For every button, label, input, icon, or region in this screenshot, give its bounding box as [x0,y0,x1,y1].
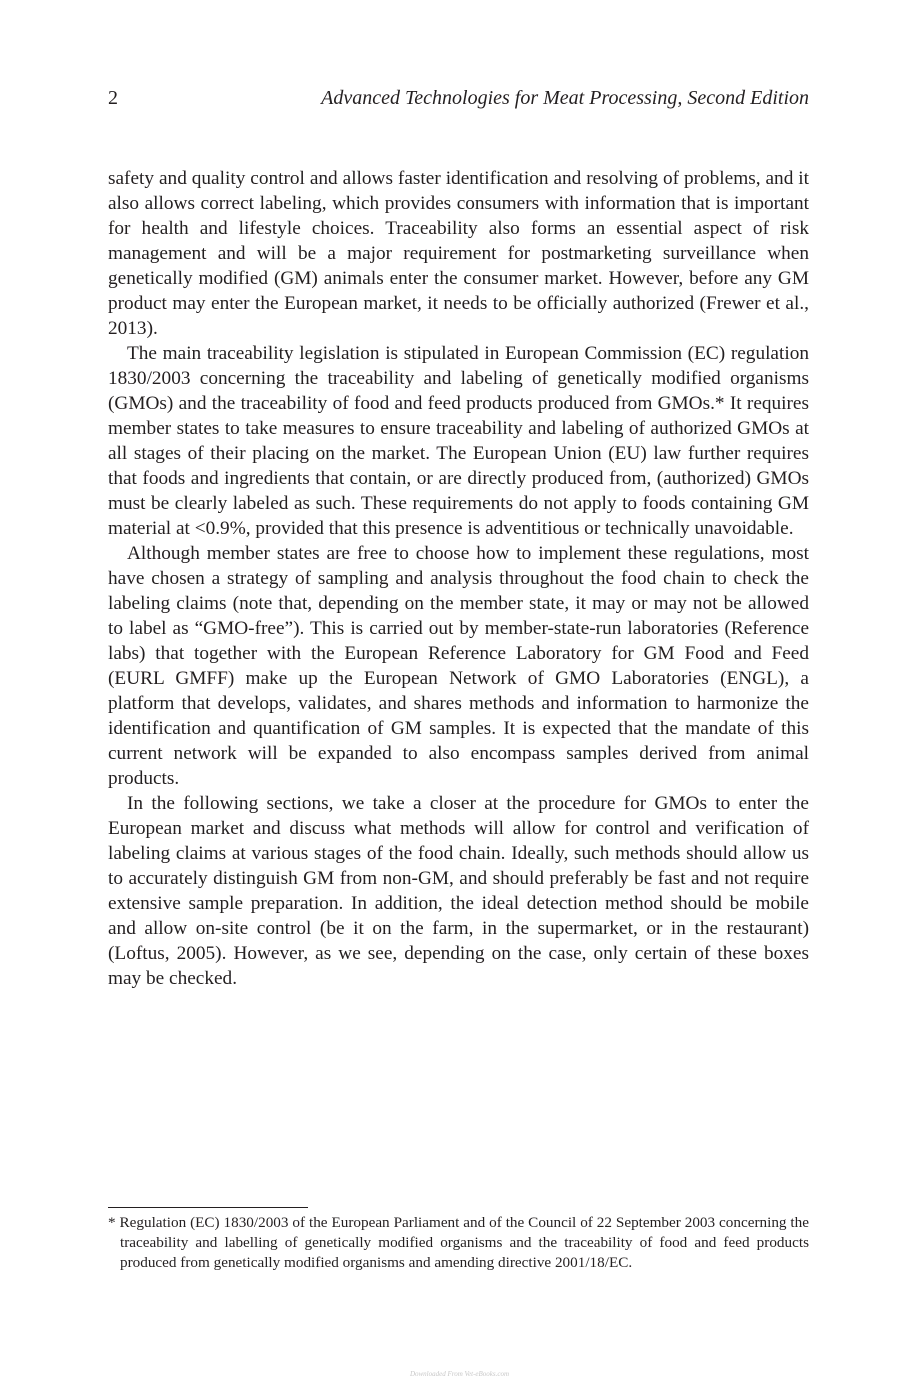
paragraph-4: In the following sections, we take a closer at the procedure for GMOs to enter the European market and discuss what methods will allow for control and verification of labeling claims at various stages of the food chain. Ideally, such methods should allow us to accurately distinguish GM from non-GM, and should preferably be fast and not require extensive sample preparation. In addition, the ideal detection method should be mobile and allow on-site control (be it on the farm, in the supermarket, or in the restaurant) (Loftus, 2005). However, as we see, depending on the case, only certain of these boxes may be checked. [108,793,809,989]
running-head-title: Advanced Technologies for Meat Processing, Second Edition [321,87,809,109]
watermark: Downloaded From Vet-eBooks.com [409,1370,510,1378]
footnote-text: * Regulation (EC) 1830/2003 of the European Parliament and of the Council of 22 September 2003 concerning the traceability and labelling of genetically modified organisms and the traceability of food and feed products produced from genetically modified organisms and amending directive 2001/18/EC. [108,1214,809,1271]
footnote [108,1213,809,1273]
paragraph-3: Although member states are free to choose how to implement these regulations, most have chosen a strategy of sampling and analysis throughout the food chain to check the labeling claims (note that, depending on the member state, it may or may not be allowed to label as “GMO-free”). This is carried out by member-state-run laboratories (Reference labs) that together with the European Reference Laboratory for GM Food and Feed (EURL GMFF) make up the European Network of GMO Laboratories (ENGL), a platform that develops, validates, and shares methods and information to harmonize the identification and quantification of GM samples. It is expected that the mandate of this current network will be expanded to also encompass samples derived from animal products. [108,543,809,789]
footnote-divider [108,1207,308,1208]
page-number: 2 [108,87,118,109]
body-text [108,166,809,991]
running-head [108,84,809,112]
paragraph-2: The main traceability legislation is stipulated in European Commission (EC) regulation 1830/2003 concerning the traceability and labeling of genetically modified organisms (GMOs) and the traceability of food and feed products produced from GMOs.* It requires member states to take measures to ensure traceability and labeling of authorized GMOs at all stages of their placing on the market. The European Union (EU) law further requires that foods and ingredients that contain, or are directly produced from, (authorized) GMOs must be clearly labeled as such. These requirements do not apply to foods containing GM material at <0.9%, provided that this presence is adventitious or technically unavoidable. [108,343,809,539]
paragraph-1: safety and quality control and allows faster identification and resolving of problems, and it also allows correct labeling, which provides consumers with information that is important for health and lifestyle choices. Traceability also forms an essential aspect of risk management and will be a major requirement for postmarketing surveillance when genetically modified (GM) animals enter the consumer market. However, before any GM product may enter the European market, it needs to be officially authorized (Frewer et al., 2013). [108,168,809,339]
